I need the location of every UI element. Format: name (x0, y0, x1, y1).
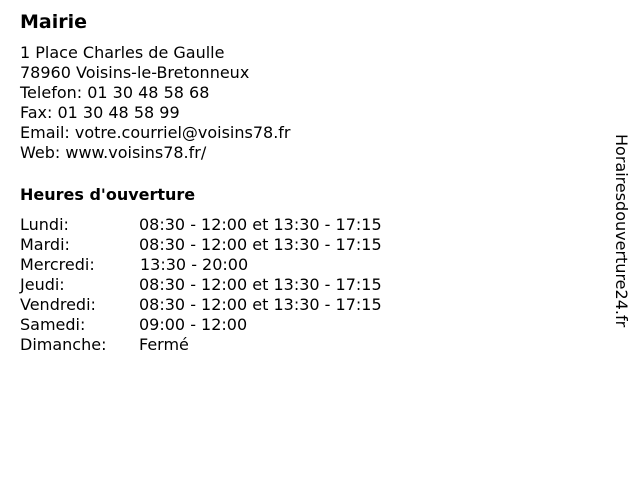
hours-row-mercredi (20, 255, 600, 275)
address-block (20, 43, 600, 163)
hours-row-jeudi (20, 275, 600, 295)
city-line: 78960 Voisins-le-Bretonneux (20, 63, 250, 82)
phone-line: Telefon: 01 30 48 58 68 (20, 83, 210, 102)
hours-table (20, 215, 600, 355)
page-title: Mairie (20, 11, 88, 33)
info-card (20, 10, 600, 355)
web-line: Web: www.voisins78.fr/ (20, 143, 207, 162)
hours-row-lundi (20, 215, 600, 235)
day-label: Samedi: (20, 315, 86, 334)
day-times: Fermé (139, 335, 189, 354)
day-label: Lundi: (20, 215, 69, 234)
hours-row-vendredi (20, 295, 600, 315)
day-label: Mercredi: (20, 255, 95, 274)
day-times: 13:30 - 20:00 (140, 255, 249, 274)
site-credit: Horairesdouverture24.fr (612, 134, 631, 328)
hours-row-dimanche (20, 335, 600, 355)
day-label: Vendredi: (20, 295, 96, 314)
fax-line: Fax: 01 30 48 58 99 (20, 103, 180, 122)
day-label: Mardi: (20, 235, 70, 254)
day-times: 09:00 - 12:00 (139, 315, 248, 334)
day-label: Dimanche: (20, 335, 107, 354)
email-line: Email: votre.courriel@voisins78.fr (20, 123, 291, 142)
day-times: 08:30 - 12:00 et 13:30 - 17:15 (139, 215, 382, 234)
street-line: 1 Place Charles de Gaulle (20, 43, 225, 62)
day-label: Jeudi: (20, 275, 65, 294)
hours-row-mardi (20, 235, 600, 255)
day-times: 08:30 - 12:00 et 13:30 - 17:15 (139, 235, 382, 254)
hours-row-samedi (20, 315, 600, 335)
hours-heading: Heures d'ouverture (20, 185, 196, 204)
day-times: 08:30 - 12:00 et 13:30 - 17:15 (139, 275, 382, 294)
day-times: 08:30 - 12:00 et 13:30 - 17:15 (139, 295, 382, 314)
